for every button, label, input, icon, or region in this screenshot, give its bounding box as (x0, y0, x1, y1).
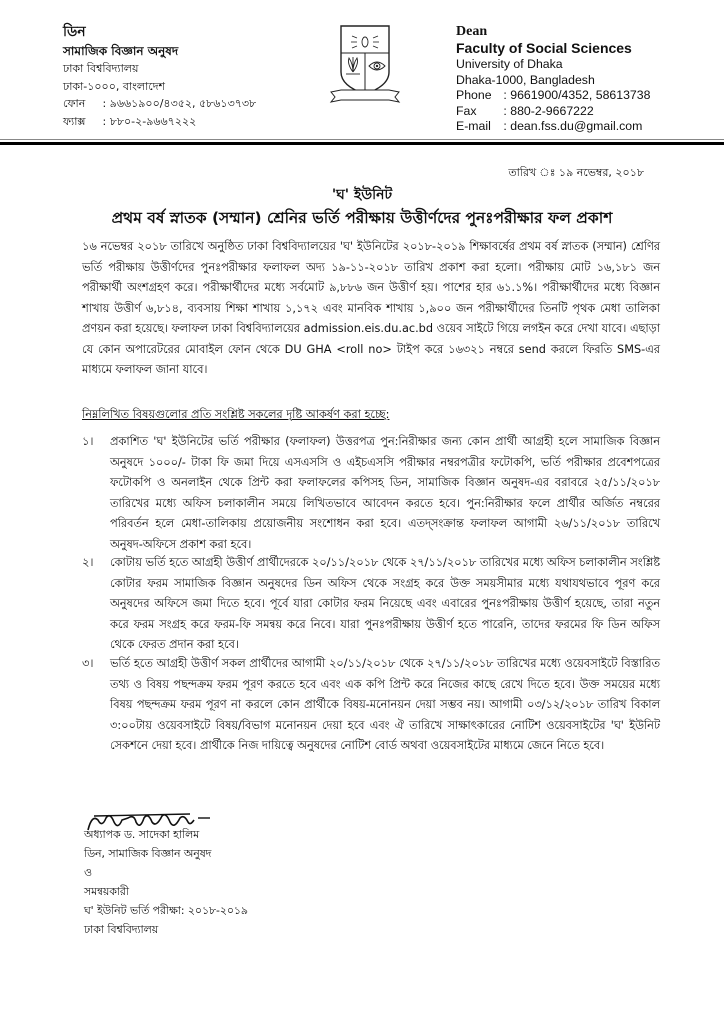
signature-block (84, 825, 248, 939)
document-date: তারিখ ঃ ১৯ নভেম্বর, ২০১৮ (508, 166, 644, 179)
address-en: Dhaka-1000, Bangladesh (456, 72, 595, 87)
crest-svg (327, 20, 403, 110)
notice-heading: নিম্নলিখিত বিষয়গুলোর প্রতি সংশ্লিষ্ট সকলের দৃষ্টি আকর্ষণ করা হচ্ছে: (82, 408, 390, 421)
dean-title-en: Dean (456, 24, 488, 39)
notice-item-number: ১। (82, 435, 94, 448)
dean-title-bn: ডিন (63, 24, 86, 40)
notice-item-text: কোটায় ভর্তি হতে আগ্রহী উত্তীর্ণ প্রার্থীদেরকে ২০/১১/২০১৮ থেকে ২৭/১১/২০১৮ তারিখের মধ্যে অফিস চলাকালীন সংশ্লিষ্ট কোটার ফরম সামাজিক বিজ্ঞান অনুষদের ডিন অফিস থেকে সংগ্রহ করে উক্ত সময়সীমার মধ্যে যথাযথভাবে পূরণ করে অনুষদের অফিসে জমা দিতে হবে। পূর্বে যারা কোটার ফরম নিয়েছে এবং এবারের পুনঃপরীক্ষায় উত্তীর্ণ হয়েছে, তারা নতুন করে ফরম সংগ্রহ করে ফরম-ফি সমন্বয় করে নিবে। যারা পুনঃপরীক্ষায় উত্তীর্ণ হতে পারেনি, তাদের ফরমের ফি ডিন অফিস থেকে ফেরত প্রদান করা হবে। (110, 556, 660, 651)
unit-title: 'ঘ' ইউনিট (331, 187, 393, 203)
fax-label-en: Fax (456, 103, 477, 118)
email-en (456, 119, 650, 135)
signatory-title: ডিন, সামাজিক বিজ্ঞান অনুষদ (84, 847, 212, 860)
email-label-en: E-mail (456, 119, 491, 133)
fax-value-en: : 880-2-9667222 (503, 103, 594, 118)
letterhead-bangla (63, 22, 256, 130)
email-value-en[interactable]: : dean.fss.du@gmail.com (503, 119, 643, 133)
phone-label-en: Phone (456, 88, 492, 102)
faculty-name-bn: সামাজিক বিজ্ঞান অনুষদ (63, 44, 179, 58)
notice-item-number: ২। (82, 556, 94, 569)
letterhead-rule-thin (0, 139, 724, 140)
signatory-name: অধ্যাপক ড. সাদেকা হালিম (84, 828, 200, 841)
phone-en (456, 88, 650, 104)
fax-bn (63, 113, 256, 131)
letterhead-english (456, 24, 650, 135)
phone-value-en: : 9661900/4352, 58613738 (503, 88, 651, 102)
university-crest-icon (327, 20, 403, 110)
notice-item (82, 654, 660, 757)
intro-paragraph: ১৬ নভেম্বর ২০১৮ তারিখে অনুষ্ঠিত ঢাকা বিশ্ববিদ্যালয়ের 'ঘ' ইউনিটের ২০১৮-২০১৯ শিক্ষাবর্ষের প্রথম বর্ষ স্নাতক (সম্মান) শ্রেণির ভর্তি পরীক্ষায় উত্তীর্ণদের পুনঃপরীক্ষার ফলাফল অদ্য ১৯-১১-২০১৮ তারিখ প্রকাশ করা হলো। পরীক্ষায় মোট ১৬,১৮১ জন পরীক্ষার্থী অংশগ্রহণ করে। পরীক্ষার্থীদের মধ্যে সর্বমোট ৯,৮৮৬ জন উত্তীর্ণ হয়। পাশের হার ৬১.১%। পরীক্ষার্থীদের মধ্যে বিজ্ঞান শাখায় উত্তীর্ণ ৬,৮১৪, ব্যবসায় শিক্ষা শাখায় ১,১৭২ এবং মানবিক শাখায় ১,৯০০ জন পরীক্ষার্থীদের তিনটি পৃথক মেধা তালিকা প্রণয়ন করা হয়েছে। ফলাফল ঢাকা বিশ্ববিদ্যালয়ের admission.eis.du.ac.bd ওয়েব সাইটে গিয়ে লগইন করে দেখা যাবে। এছাড়া যে কোন অপারেটরের মোবাইল ফোন থেকে DU GHA <roll no> টাইপ করে ১৬৩২১ নম্বরে send করলে ফিরতি SMS-এর মাধ্যমে ফলাফল জানা যাবে। (82, 240, 660, 376)
letterhead-rule-thick (0, 142, 724, 145)
university-name-bn: ঢাকা বিশ্ববিদ্যালয় (63, 62, 139, 75)
fax-en (456, 104, 650, 120)
signature-headline (94, 814, 190, 816)
notice-item-text: ভর্তি হতে আগ্রহী উত্তীর্ণ সকল প্রার্থীদের আগামী ২০/১১/২০১৮ থেকে ২৭/১১/২০১৮ তারিখের মধ্যে ওয়েবসাইটে বিস্তারিত তথ্য ও বিষয় পছন্দক্রম ফরম পূরণ করতে হবে এবং এক কপি প্রিন্ট করে নিজের কাছে রেখে দিতে হবে। উক্ত সময়ের মধ্যে বিষয় পছন্দক্রম ফরম পূরণ না করলে কোন প্রার্থীকে বিষয়-মনোনয়ন দেয়া সম্ভব নয়। আগামী ০৩/১২/২০১৮ তারিখ বিকাল ৩:০০টায় ওয়েবসাইটে বিষয়/বিভাগ মনোনয়ন দেয়া হবে এবং ঐ তারিখে সাক্ষাৎকারের নোটিশ ওয়েবসাইটের 'ঘ' ইউনিট সেকশনে দেয়া হবে। প্রার্থীকে নিজ দায়িত্বে অনুষদের নোটিশ বোর্ড অথবা ওয়েবসাইটের মাধ্যমে জেনে নিতে হবে। (110, 657, 660, 752)
signatory-exam: ঘ' ইউনিট ভর্তি পরীক্ষা: ২০১৮-২০১৯ (84, 904, 248, 917)
notice-item-text: প্রকাশিত 'ঘ' ইউনিটের ভর্তি পরীক্ষার (ফলাফল) উত্তরপত্র পুন:নিরীক্ষার জন্য কোন প্রার্থী আগ্রহী হলে সামাজিক বিজ্ঞান অনুষদে ১০০০/- টাকা ফি জমা দিয়ে এসএসসি ও এইচএসসি পরীক্ষার নম্বরপত্রীর ফটোকপি, ভর্তি পরীক্ষার প্রবেশপত্রের ফটোকপি ও অনলাইন থেকে প্রিন্ট করা ফলাফলের কপিসহ ডিন, সামাজিক বিজ্ঞান অনুষদ-এর বরাবরে ২৫/১১/২০১৮ তারিখের মধ্যে অফিস চলাকালীন সময়ে লিখিতভাবে আবেদন করতে হবে। পুন:নিরীক্ষার ফলে প্রার্থীর অর্জিত নম্বরের পরিবর্তন হলে মেধা-তালিকায় প্রয়োজনীয় সংশোধন করা হবে। এতদ্সংক্রান্ত ফলাফল আগামী ২৬/১১/২০১৮ তারিখে অনুষদ-অফিসে প্রকাশ করা হবে। (110, 435, 660, 551)
notice-item (82, 553, 660, 656)
crest-ribbon (331, 90, 399, 102)
phone-label-bn: ফোন (63, 97, 86, 110)
signatory-university: ঢাকা বিশ্ববিদ্যালয় (84, 923, 159, 936)
notice-item (82, 432, 660, 555)
phone-value-bn: : ৯৬৬১৯০০/৪৩৫২, ৫৮৬১৩৭৩৮ (102, 97, 257, 110)
signatory-role: সমন্বয়কারী (84, 885, 129, 898)
university-name-en: University of Dhaka (456, 57, 563, 71)
document-heading: প্রথম বর্ষ স্নাতক (সম্মান) শ্রেনির ভর্তি পরীক্ষায় উত্তীর্ণদের পুনঃপরীক্ষার ফল প্রকাশ (111, 209, 613, 227)
fax-value-bn: : ৮৮০-২-৯৬৬৭২২২ (102, 114, 197, 128)
phone-bn (63, 95, 256, 113)
fax-label-bn: ফ্যাক্স (63, 114, 86, 128)
faculty-name-en: Faculty of Social Sciences (456, 40, 632, 56)
address-bn: ঢাকা-১০০০, বাংলাদেশ (63, 79, 165, 93)
notice-item-number: ৩। (82, 657, 94, 670)
signatory-conjunction: ও (84, 866, 92, 879)
